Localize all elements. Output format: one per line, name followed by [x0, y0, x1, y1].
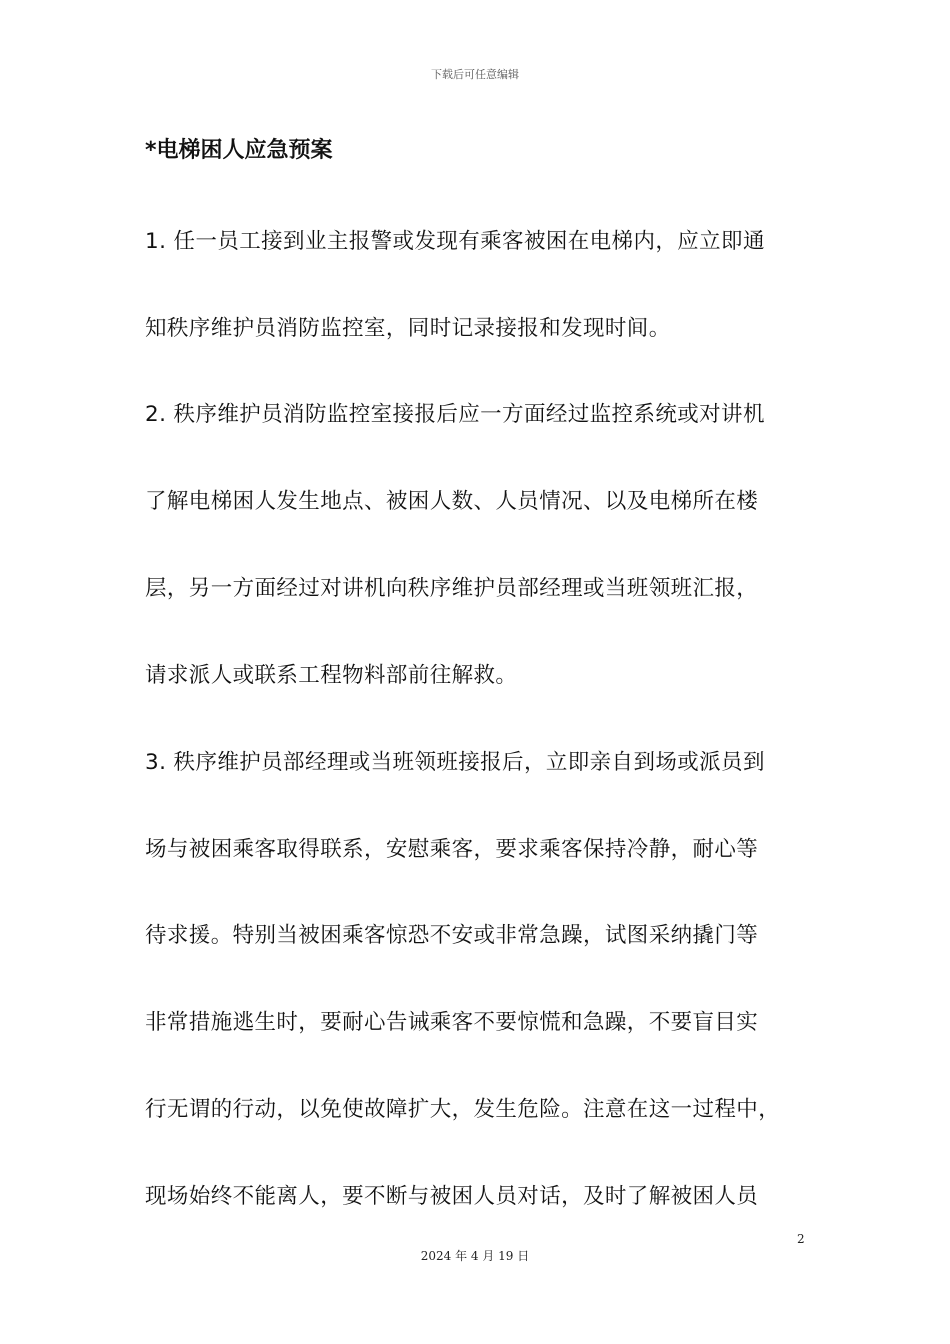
footer-date: 2024 年 4 月 19 日 [420, 1249, 530, 1263]
header-note: 下载后可任意编辑 [431, 68, 519, 81]
body-line-6: 请求派人或联系工程物料部前往解救。 [145, 663, 518, 688]
body-line-7: 3. 秩序维护员部经理或当班领班接报后，立即亲自到场或派员到 [145, 750, 765, 775]
body-line-8: 场与被困乘客取得联系，安慰乘客，要求乘客保持冷静，耐心等 [145, 837, 759, 862]
body-line-9: 待求援。特别当被困乘客惊恐不安或非常急躁，试图采纳撬门等 [145, 923, 759, 948]
body-line-2: 知秩序维护员消防监控室，同时记录接报和发现时间。 [145, 316, 671, 341]
body-line-12: 现场始终不能离人，要不断与被困人员对话，及时了解被困人员 [145, 1184, 759, 1209]
body-line-5: 层，另一方面经过对讲机向秩序维护员部经理或当班领班汇报， [145, 576, 759, 601]
body-line-11: 行无谓的行动，以免使故障扩大，发生危险。注意在这一过程中， [145, 1097, 781, 1122]
page-number: 2 [797, 1232, 805, 1246]
body-line-4: 了解电梯困人发生地点、被困人数、人员情况、以及电梯所在楼 [145, 489, 759, 514]
body-line-1: 1. 任一员工接到业主报警或发现有乘客被困在电梯内，应立即通 [145, 229, 765, 254]
body-line-3: 2. 秩序维护员消防监控室接报后应一方面经过监控系统或对讲机 [145, 402, 765, 427]
document-title: *电梯困人应急预案 [145, 138, 333, 163]
body-line-10: 非常措施逃生时，要耐心告诫乘客不要惊慌和急躁，不要盲目实 [145, 1010, 759, 1035]
